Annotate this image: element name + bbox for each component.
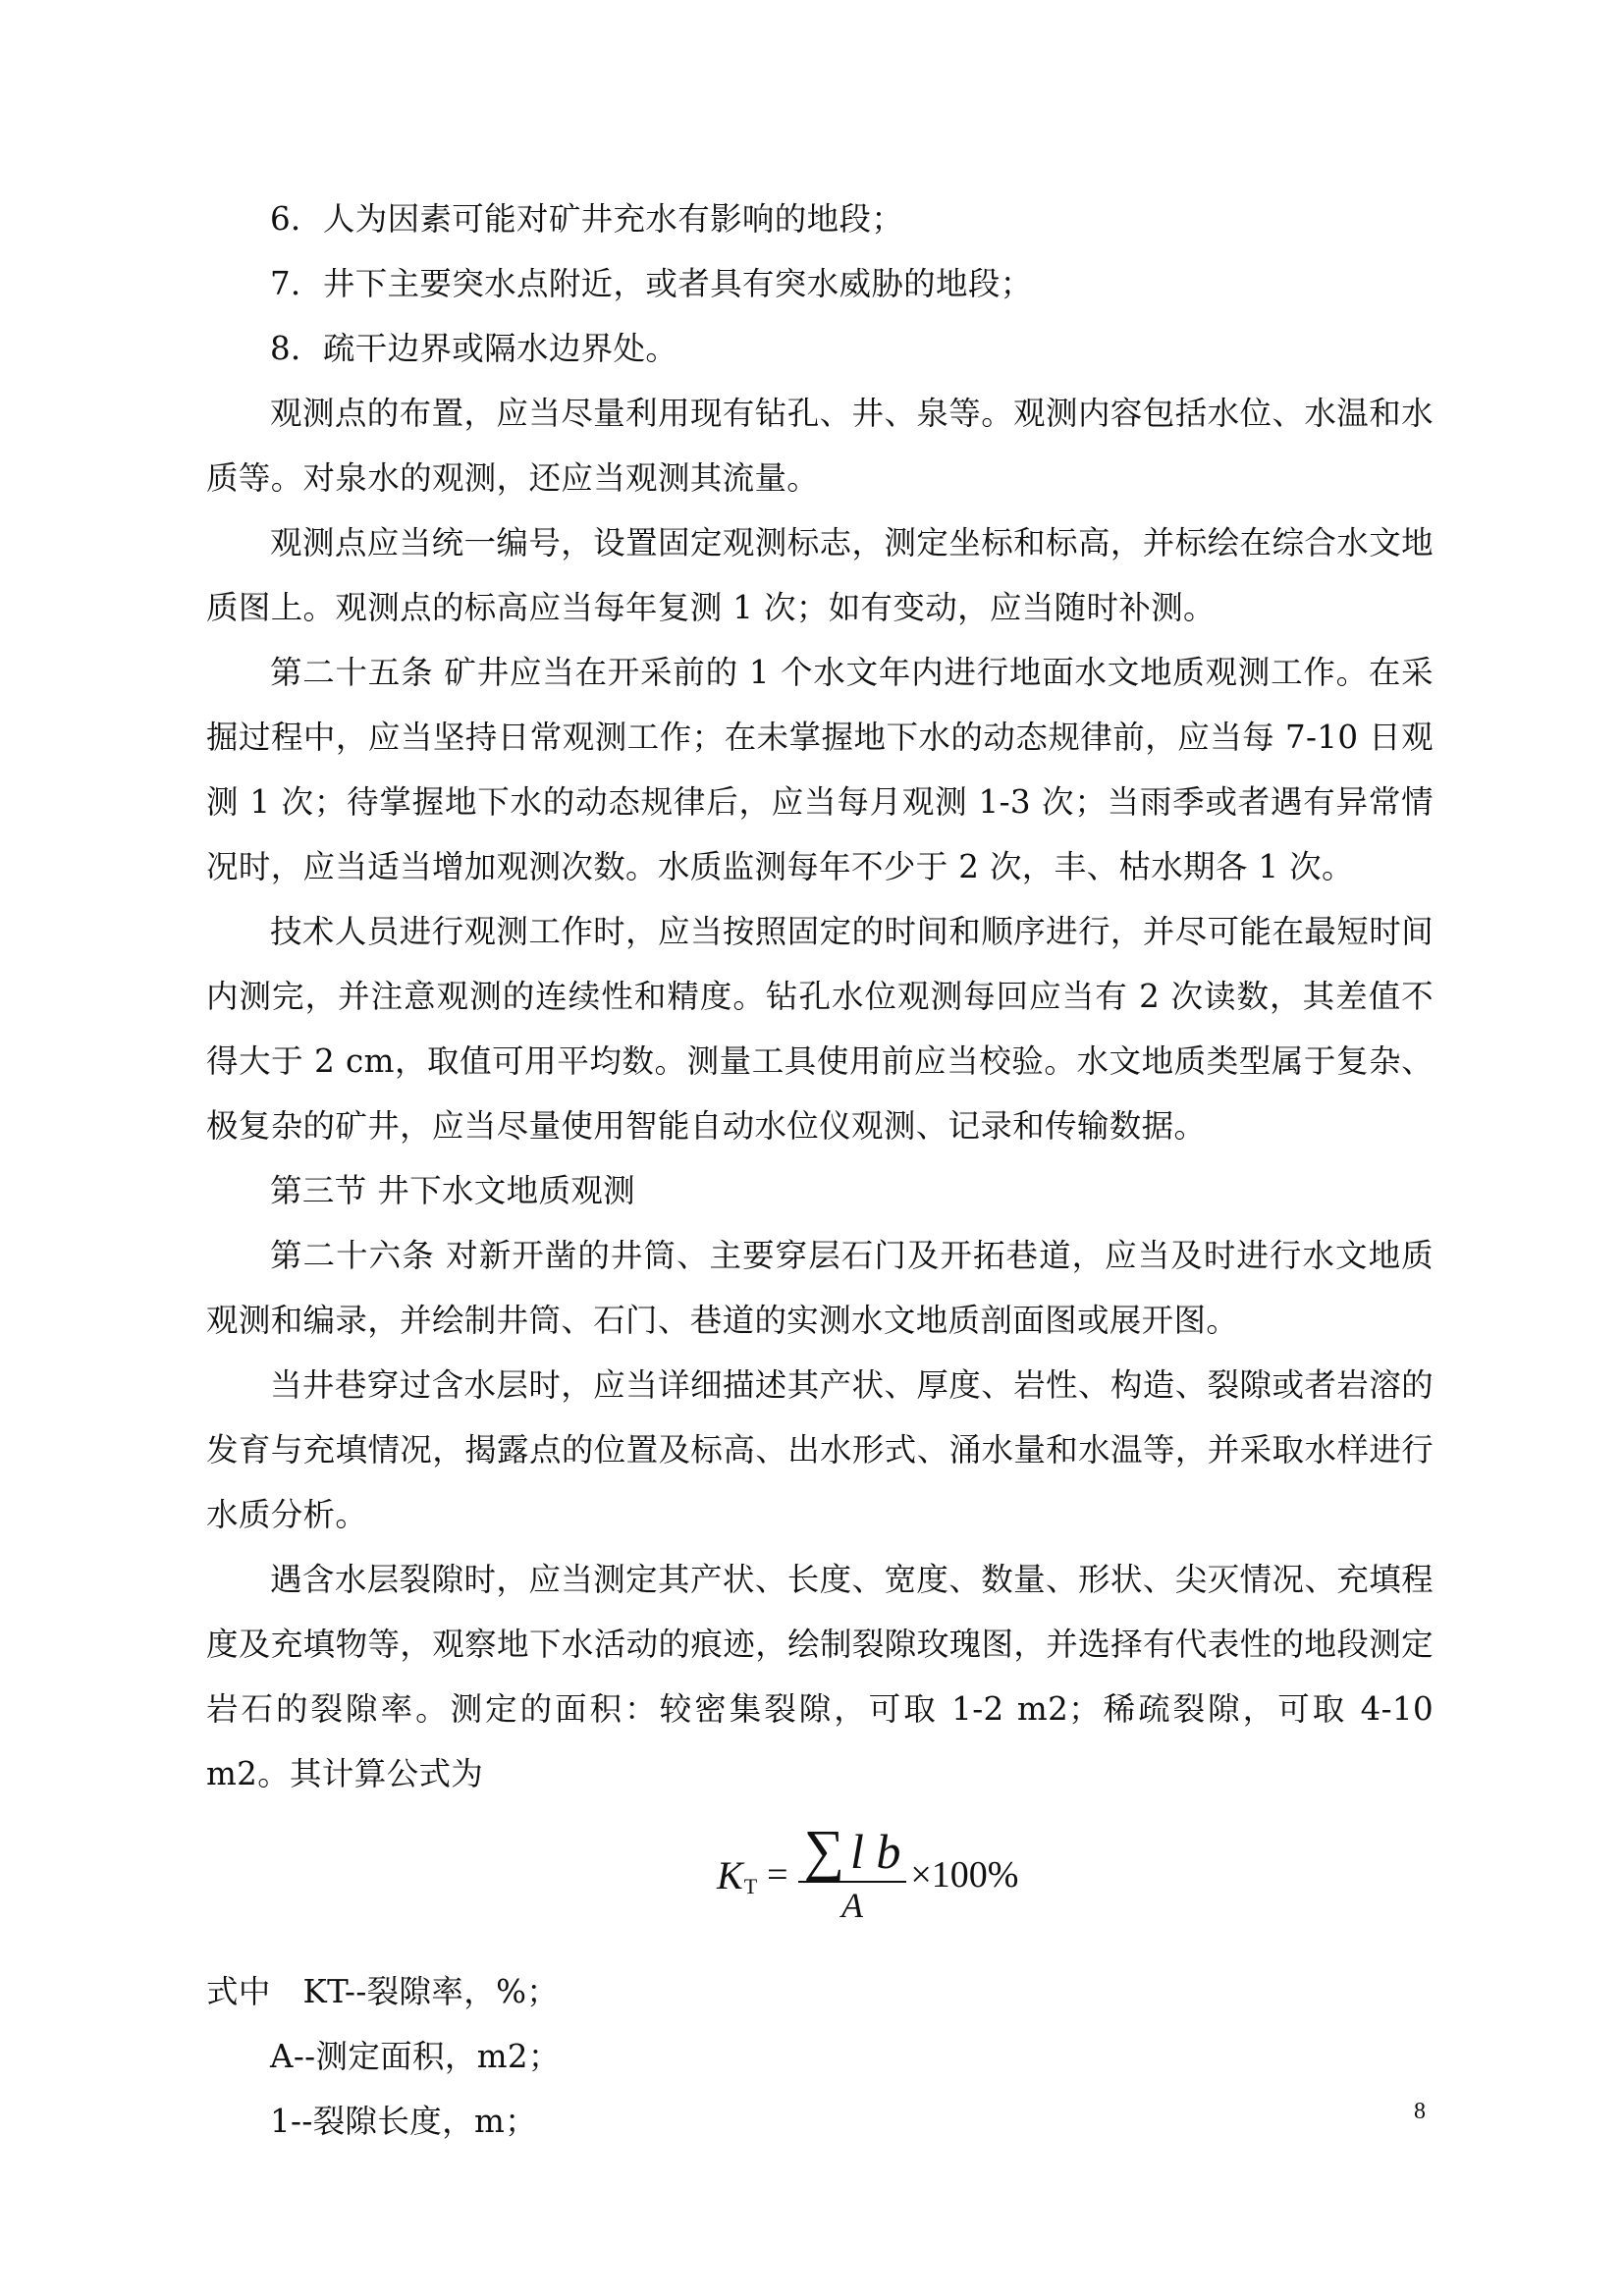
definition-a: A--测定面积，m2； [270,2038,561,2075]
formula-numerator-vars: l b [849,1824,901,1879]
formula-block [206,1812,1434,1959]
fissure-rate-formula [717,1818,1019,1928]
paragraph-fissure-measurement: 遇含水层裂隙时，应当测定其产状、长度、宽度、数量、形状、尖灭情况、充填程度及充填物等，观察地下水活动的痕迹，绘制裂隙玫瑰图，并选择有代表性的地段测定岩石的裂隙率。测定的面积：较密集裂隙，可取 1-2 m2；稀疏裂隙，可取 4-10 m2。其计算公式为 [206,1561,1434,1792]
list-item-6: 6．人为因素可能对矿井充水有影响的地段； [270,200,904,238]
paragraph-observation-layout: 观测点的布置，应当尽量利用现有钻孔、井、泉等。观测内容包括水位、水温和水质等。对泉水的观测，还应当观测其流量。 [206,395,1434,497]
section-heading: 第三节 井下水文地质观测 [270,1172,636,1209]
formula-equals: = [767,1854,788,1896]
formula-multiplier: ×100% [910,1854,1019,1896]
page-number: 8 [1414,2099,1426,2124]
definition-kt: 式中 KT--裂隙率，%； [206,1973,560,2010]
formula-lhs-symbol: K [717,1852,743,1897]
paragraph-aquifer-crossing: 当井巷穿过含水层时，应当详细描述其产状、厚度、岩性、构造、裂隙或者岩溶的发育与充填情况，揭露点的位置及标高、出水形式、涌水量和水温等，并采取水样进行水质分析。 [206,1366,1434,1533]
sum-icon: ∑ [803,1818,844,1882]
body-text [206,187,1434,2154]
article-25: 第二十五条 矿井应当在开采前的 1 个水文年内进行地面水文地质观测工作。在采掘过程中，应当坚持日常观测工作；在未掌握地下水的动态规律前，应当每 7-10 日观测 1 次；待掌握地下水的动态规律后，应当每月观测 1-3 次；当雨季或者遇有异常情况时，应当适当增加观测次数。水质监测每年不少于 2 次，丰、枯水期各 1 次。 [206,654,1434,885]
formula-lhs-subscript: T [743,1874,758,1898]
formula-denominator: A [840,1886,863,1925]
definition-l: 1--裂隙长度，m； [270,2103,537,2140]
paragraph-technical-staff: 技术人员进行观测工作时，应当按照固定的时间和顺序进行，并尽可能在最短时间内测完，并注意观测的连续性和精度。钻孔水位观测每回应当有 2 次读数，其差值不得大于 2 cm，取值可用平均数。测量工具使用前应当校验。水文地质类型属于复杂、极复杂的矿井，应当尽量使用智能自动水位仪观测、记录和传输数据。 [206,913,1434,1145]
list-item-8: 8．疏干边界或隔水边界处。 [270,330,678,367]
formula-fraction [798,1818,907,1928]
formula-numerator [798,1818,907,1883]
article-26: 第二十六条 对新开凿的井筒、主要穿层石门及开拓巷道，应当及时进行水文地质观测和编录，并绘制井筒、石门、巷道的实测水文地质剖面图或展开图。 [206,1237,1434,1339]
paragraph-observation-numbering: 观测点应当统一编号，设置固定观测标志，测定坐标和标高，并标绘在综合水文地质图上。观测点的标高应当每年复测 1 次；如有变动，应当随时补测。 [206,524,1434,626]
list-item-7: 7．井下主要突水点附近，或者具有突水威胁的地段； [270,265,1033,302]
